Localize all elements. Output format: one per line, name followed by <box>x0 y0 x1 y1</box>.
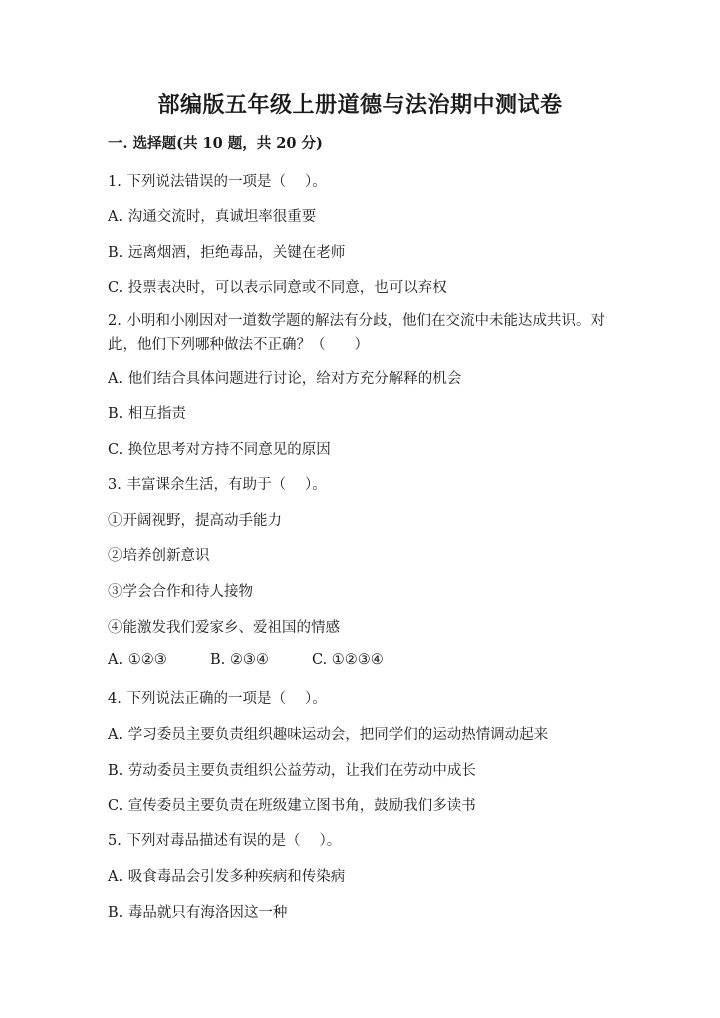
question-1-option-b: B. 远离烟酒，拒绝毒品，关键在老师 <box>108 245 346 261</box>
question-5-option-b: B. 毒品就只有海洛因这一种 <box>108 905 288 921</box>
question-3-item-1: ①开阔视野，提高动手能力 <box>108 513 282 529</box>
question-3-option-c: C. ①②③④ <box>312 652 384 668</box>
question-4-option-c: C. 宣传委员主要负责在班级建立图书角，鼓励我们多读书 <box>108 798 476 814</box>
question-3-item-2: ②培养创新意识 <box>108 548 210 564</box>
question-1-option-a: A. 沟通交流时，真诚坦率很重要 <box>108 209 317 225</box>
question-3-item-3: ③学会合作和待人接物 <box>108 584 253 600</box>
page-title: 部编版五年级上册道德与法治期中测试卷 <box>157 92 563 118</box>
question-5-option-a: A. 吸食毒品会引发多种疾病和传染病 <box>108 869 346 885</box>
question-3-stem: 3. 丰富课余生活，有助于（ ）。 <box>108 477 327 493</box>
question-3-option-b: B. ②③④ <box>210 652 269 668</box>
question-4-option-a: A. 学习委员主要负责组织趣味运动会，把同学们的运动热情调动起来 <box>108 727 549 743</box>
question-5-stem: 5. 下列对毒品描述有误的是（ ）。 <box>108 833 342 849</box>
question-3-option-a: A. ①②③ <box>108 652 167 668</box>
question-2-stem: 2. 小明和小刚因对一道数学题的解法有分歧，他们在交流中未能达成共识。对此，他们下列哪种做法不正确？（ ） <box>108 313 605 353</box>
question-3-item-4: ④能激发我们爱家乡、爱祖国的情感 <box>108 620 340 636</box>
question-1-option-c: C. 投票表决时，可以表示同意或不同意，也可以弃权 <box>108 280 447 296</box>
question-4-stem: 4. 下列说法正确的一项是（ ）。 <box>108 691 327 707</box>
section-heading: 一. 选择题(共 10 题，共 20 分) <box>108 135 323 152</box>
question-2-option-c: C. 换位思考对方持不同意见的原因 <box>108 442 331 458</box>
question-2-option-a: A. 他们结合具体问题进行讨论，给对方充分解释的机会 <box>108 371 462 387</box>
question-4-option-b: B. 劳动委员主要负责组织公益劳动，让我们在劳动中成长 <box>108 763 476 779</box>
question-3-options-row <box>108 652 384 668</box>
question-1-stem: 1. 下列说法错误的一项是（ ）。 <box>108 174 327 190</box>
question-2-option-b: B. 相互指责 <box>108 406 186 422</box>
